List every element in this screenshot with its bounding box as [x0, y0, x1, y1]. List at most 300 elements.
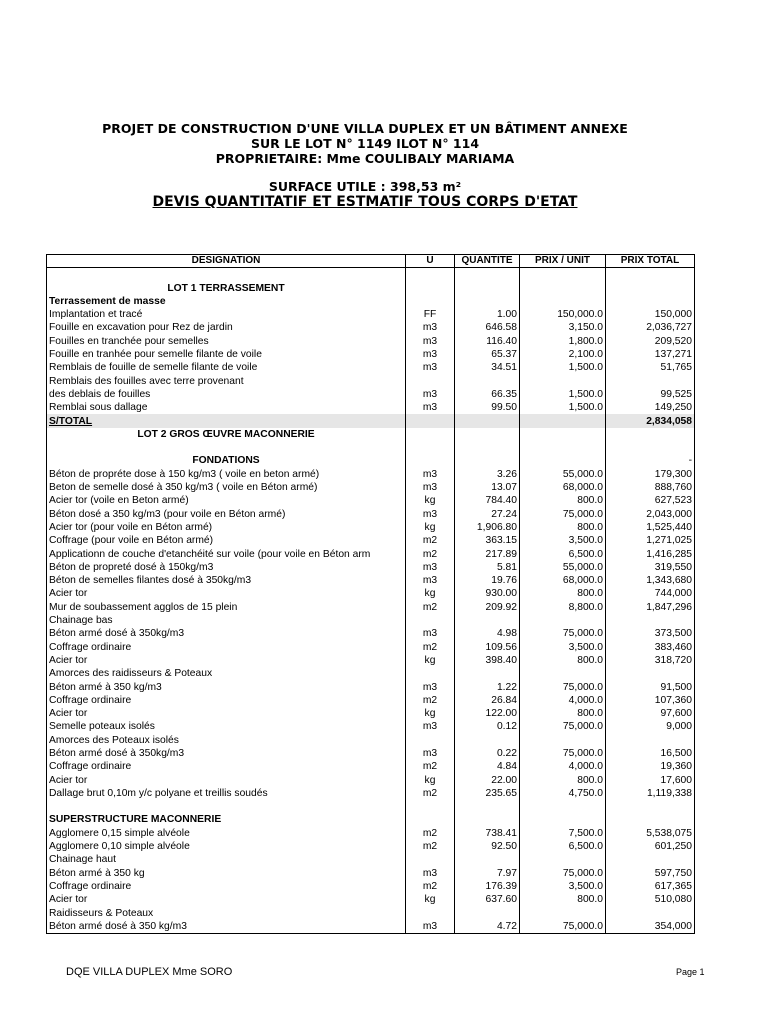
total-price-cell: [606, 268, 695, 282]
unit-cell: m3: [406, 627, 455, 640]
quantity-cell: [455, 800, 520, 813]
table-row: [47, 747, 695, 760]
unit-price-cell: 75,000.0: [520, 866, 606, 879]
table-row: [47, 906, 695, 919]
designation-cell: Acier tor: [47, 773, 406, 786]
designation-cell: Acier tor: [47, 587, 406, 600]
total-price-cell: [606, 441, 695, 454]
designation-cell: Béton dosé a 350 kg/m3 (pour voile en Béton armé): [47, 507, 406, 520]
total-price-cell: [606, 906, 695, 919]
quantity-cell: 4.72: [455, 920, 520, 934]
unit-cell: [406, 414, 455, 427]
unit-price-cell: [520, 614, 606, 627]
unit-cell: [406, 733, 455, 746]
total-price-cell: [606, 281, 695, 294]
unit-price-cell: 800.0: [520, 707, 606, 720]
total-price-cell: 1,525,440: [606, 521, 695, 534]
unit-cell: m3: [406, 401, 455, 414]
table-row: [47, 574, 695, 587]
quantity-estimate-table: [46, 254, 695, 934]
unit-price-cell: [520, 441, 606, 454]
table-row: [47, 268, 695, 282]
quantity-cell: [455, 414, 520, 427]
table-row: [47, 826, 695, 839]
table-row: [47, 627, 695, 640]
unit-cell: kg: [406, 587, 455, 600]
quantity-cell: 5.81: [455, 561, 520, 574]
total-price-cell: 2,043,000: [606, 507, 695, 520]
table-row: [47, 494, 695, 507]
designation-cell: des deblais de fouilles: [47, 388, 406, 401]
unit-price-cell: 7,500.0: [520, 826, 606, 839]
total-price-cell: 149,250: [606, 401, 695, 414]
quantity-cell: 116.40: [455, 334, 520, 347]
quantity-cell: 176.39: [455, 880, 520, 893]
designation-cell: Béton armé à 350 kg: [47, 866, 406, 879]
lot-heading-row: [47, 281, 695, 294]
quantity-cell: 637.60: [455, 893, 520, 906]
unit-price-cell: [520, 374, 606, 387]
quantity-cell: 22.00: [455, 773, 520, 786]
total-price-cell: [606, 853, 695, 866]
quantity-cell: 4.84: [455, 760, 520, 773]
unit-cell: m2: [406, 534, 455, 547]
unit-cell: m3: [406, 720, 455, 733]
unit-cell: m3: [406, 574, 455, 587]
quantity-cell: 65.37: [455, 348, 520, 361]
unit-price-cell: 6,500.0: [520, 840, 606, 853]
quantity-cell: [455, 853, 520, 866]
unit-cell: m3: [406, 561, 455, 574]
designation-cell: SUPERSTRUCTURE MACONNERIE: [47, 813, 406, 826]
unit-cell: [406, 813, 455, 826]
unit-cell: kg: [406, 521, 455, 534]
designation-cell: Fouille en excavation pour Rez de jardin: [47, 321, 406, 334]
total-price-cell: 627,523: [606, 494, 695, 507]
quantity-cell: 66.35: [455, 388, 520, 401]
unit-price-cell: 3,150.0: [520, 321, 606, 334]
unit-price-cell: [520, 800, 606, 813]
designation-cell: Dallage brut 0,10m y/c polyane et treillis soudés: [47, 787, 406, 800]
unit-cell: [406, 374, 455, 387]
quantity-cell: 209.92: [455, 600, 520, 613]
total-price-cell: 91,500: [606, 680, 695, 693]
table-row: [47, 361, 695, 374]
designation-cell: [47, 800, 406, 813]
total-price-cell: [606, 667, 695, 680]
designation-cell: Raidisseurs & Poteaux: [47, 906, 406, 919]
designation-cell: Acier tor (pour voile en Béton armé): [47, 521, 406, 534]
unit-cell: m2: [406, 826, 455, 839]
quantity-cell: 784.40: [455, 494, 520, 507]
unit-cell: kg: [406, 494, 455, 507]
unit-price-cell: 800.0: [520, 494, 606, 507]
unit-price-cell: 150,000.0: [520, 308, 606, 321]
designation-cell: Coffrage ordinaire: [47, 880, 406, 893]
total-price-cell: 597,750: [606, 866, 695, 879]
designation-cell: [47, 441, 406, 454]
table-row: [47, 308, 695, 321]
lot-heading-row: [47, 428, 695, 441]
project-title-line1: PROJET DE CONSTRUCTION D'UNE VILLA DUPLEX ET UN BÂTIMENT ANNEXE: [102, 121, 628, 136]
designation-cell: Applicationn de couche d'etanchéité sur voile (pour voile en Béton arm: [47, 547, 406, 560]
designation-cell: Béton armé à 350 kg/m3: [47, 680, 406, 693]
designation-cell: LOT 2 GROS ŒUVRE MACONNERIE: [47, 428, 406, 441]
quantity-cell: 217.89: [455, 547, 520, 560]
table-row: [47, 866, 695, 879]
quantity-cell: [455, 281, 520, 294]
total-price-cell: 354,000: [606, 920, 695, 934]
unit-price-cell: [520, 454, 606, 467]
quantity-cell: [455, 813, 520, 826]
table-row: [47, 467, 695, 480]
section-heading-row: [47, 813, 695, 826]
unit-price-cell: 2,100.0: [520, 348, 606, 361]
quantity-cell: [455, 733, 520, 746]
quantity-cell: 738.41: [455, 826, 520, 839]
unit-cell: m3: [406, 680, 455, 693]
designation-cell: Implantation et tracé: [47, 308, 406, 321]
unit-price-cell: 1,500.0: [520, 388, 606, 401]
unit-price-cell: 75,000.0: [520, 720, 606, 733]
total-price-cell: 617,365: [606, 880, 695, 893]
designation-cell: Fouille en tranhée pour semelle filante de voile: [47, 348, 406, 361]
unit-price-cell: 55,000.0: [520, 467, 606, 480]
unit-price-cell: 800.0: [520, 654, 606, 667]
subtotal-row: [47, 414, 695, 427]
unit-cell: m2: [406, 600, 455, 613]
quantity-cell: [455, 268, 520, 282]
unit-cell: m3: [406, 866, 455, 879]
unit-price-cell: 800.0: [520, 773, 606, 786]
unit-cell: m3: [406, 481, 455, 494]
unit-price-cell: 1,800.0: [520, 334, 606, 347]
unit-cell: m3: [406, 348, 455, 361]
table-row: [47, 561, 695, 574]
table-row: [47, 840, 695, 853]
total-price-cell: 16,500: [606, 747, 695, 760]
designation-cell: Acier tor: [47, 707, 406, 720]
table-row: [47, 707, 695, 720]
unit-price-cell: 75,000.0: [520, 680, 606, 693]
unit-cell: m2: [406, 760, 455, 773]
table-row: [47, 441, 695, 454]
table-row: [47, 720, 695, 733]
unit-cell: m2: [406, 640, 455, 653]
total-price-cell: 5,538,075: [606, 826, 695, 839]
table-row: [47, 547, 695, 560]
quantity-cell: [455, 441, 520, 454]
unit-price-cell: [520, 428, 606, 441]
quantity-cell: 19.76: [455, 574, 520, 587]
quantity-cell: 646.58: [455, 321, 520, 334]
table-row: [47, 507, 695, 520]
col-total-price: PRIX TOTAL: [606, 255, 695, 268]
total-price-cell: [606, 428, 695, 441]
table-row: [47, 481, 695, 494]
quantity-cell: 3.26: [455, 467, 520, 480]
quantity-cell: 1,906.80: [455, 521, 520, 534]
designation-cell: Fouilles en tranchée pour semelles: [47, 334, 406, 347]
quantity-cell: 1.22: [455, 680, 520, 693]
total-price-cell: 744,000: [606, 587, 695, 600]
designation-cell: Coffrage ordinaire: [47, 640, 406, 653]
unit-cell: [406, 428, 455, 441]
total-price-cell: 179,300: [606, 467, 695, 480]
total-price-cell: 510,080: [606, 893, 695, 906]
unit-cell: m2: [406, 787, 455, 800]
total-price-cell: [606, 295, 695, 308]
designation-cell: Mur de soubassement agglos de 15 plein: [47, 600, 406, 613]
unit-price-cell: [520, 906, 606, 919]
total-price-cell: 2,834,058: [606, 414, 695, 427]
unit-price-cell: [520, 733, 606, 746]
total-price-cell: 150,000: [606, 308, 695, 321]
unit-cell: [406, 268, 455, 282]
designation-cell: Agglomere 0,10 simple alvéole: [47, 840, 406, 853]
designation-cell: Remblais des fouilles avec terre provenant: [47, 374, 406, 387]
quantity-cell: [455, 374, 520, 387]
unit-price-cell: 1,500.0: [520, 361, 606, 374]
total-price-cell: [606, 374, 695, 387]
designation-cell: Remblais de fouille de semelle filante de voile: [47, 361, 406, 374]
designation-cell: Semelle poteaux isolés: [47, 720, 406, 733]
unit-cell: m2: [406, 880, 455, 893]
designation-cell: FONDATIONS: [47, 454, 406, 467]
table-header-row: [47, 255, 695, 268]
total-price-cell: 9,000: [606, 720, 695, 733]
unit-price-cell: 6,500.0: [520, 547, 606, 560]
quantity-cell: 13.07: [455, 481, 520, 494]
quantity-cell: 26.84: [455, 694, 520, 707]
surface-line: SURFACE UTILE : 398,53 m²: [268, 179, 462, 194]
unit-price-cell: 8,800.0: [520, 600, 606, 613]
total-price-cell: 319,550: [606, 561, 695, 574]
table-row: [47, 667, 695, 680]
quantity-cell: [455, 295, 520, 308]
unit-cell: FF: [406, 308, 455, 321]
quantity-cell: 0.22: [455, 747, 520, 760]
designation-cell: Chainage haut: [47, 853, 406, 866]
owner-line: PROPRIETAIRE: Mme COULIBALY MARIAMA: [215, 151, 515, 166]
total-price-cell: 318,720: [606, 654, 695, 667]
designation-cell: Amorces des raidisseurs & Poteaux: [47, 667, 406, 680]
unit-price-cell: 800.0: [520, 893, 606, 906]
designation-cell: Amorces des Poteaux isolés: [47, 733, 406, 746]
unit-price-cell: [520, 667, 606, 680]
quantity-cell: 398.40: [455, 654, 520, 667]
quantity-cell: 235.65: [455, 787, 520, 800]
designation-cell: Béton armé dosé à 350kg/m3: [47, 627, 406, 640]
total-price-cell: 209,520: [606, 334, 695, 347]
unit-cell: m3: [406, 388, 455, 401]
table-row: [47, 614, 695, 627]
unit-cell: m2: [406, 694, 455, 707]
unit-price-cell: 55,000.0: [520, 561, 606, 574]
unit-price-cell: [520, 295, 606, 308]
total-price-cell: -: [606, 454, 695, 467]
table-row: [47, 733, 695, 746]
quantity-cell: [455, 428, 520, 441]
total-price-cell: 1,271,025: [606, 534, 695, 547]
total-price-cell: [606, 733, 695, 746]
designation-cell: Béton armé dosé à 350 kg/m3: [47, 920, 406, 934]
quantity-cell: 34.51: [455, 361, 520, 374]
unit-cell: [406, 614, 455, 627]
total-price-cell: 17,600: [606, 773, 695, 786]
unit-cell: m3: [406, 334, 455, 347]
table-row: [47, 600, 695, 613]
total-price-cell: 373,500: [606, 627, 695, 640]
unit-price-cell: 4,750.0: [520, 787, 606, 800]
table-row: [47, 654, 695, 667]
unit-cell: m3: [406, 747, 455, 760]
designation-cell: Béton de propreté dosé à 150kg/m3: [47, 561, 406, 574]
unit-cell: kg: [406, 893, 455, 906]
total-price-cell: 99,525: [606, 388, 695, 401]
total-price-cell: 1,416,285: [606, 547, 695, 560]
unit-cell: [406, 853, 455, 866]
unit-price-cell: [520, 281, 606, 294]
unit-cell: m3: [406, 507, 455, 520]
designation-cell: Béton de semelles filantes dosé à 350kg/m3: [47, 574, 406, 587]
footer-doc-name: DQE VILLA DUPLEX Mme SORO: [66, 966, 233, 978]
designation-cell: Acier tor: [47, 893, 406, 906]
unit-price-cell: [520, 853, 606, 866]
quantity-cell: 109.56: [455, 640, 520, 653]
table-row: [47, 760, 695, 773]
unit-price-cell: 3,500.0: [520, 880, 606, 893]
unit-cell: m3: [406, 361, 455, 374]
table-row: [47, 880, 695, 893]
total-price-cell: 137,271: [606, 348, 695, 361]
table-row: [47, 587, 695, 600]
table-row: [47, 348, 695, 361]
total-price-cell: 888,760: [606, 481, 695, 494]
quantity-cell: 4.98: [455, 627, 520, 640]
unit-price-cell: 75,000.0: [520, 920, 606, 934]
total-price-cell: 51,765: [606, 361, 695, 374]
table-row: [47, 388, 695, 401]
unit-cell: [406, 281, 455, 294]
designation-cell: Acier tor: [47, 654, 406, 667]
quantity-cell: 7.97: [455, 866, 520, 879]
table-row: [47, 334, 695, 347]
col-quantity: QUANTITE: [455, 255, 520, 268]
designation-cell: S/TOTAL: [47, 414, 406, 427]
table-row: [47, 374, 695, 387]
quantity-cell: [455, 614, 520, 627]
total-price-cell: 1,343,680: [606, 574, 695, 587]
designation-cell: Agglomere 0,15 simple alvéole: [47, 826, 406, 839]
designation-cell: Coffrage ordinaire: [47, 760, 406, 773]
table-row: [47, 800, 695, 813]
unit-cell: [406, 441, 455, 454]
unit-cell: m2: [406, 547, 455, 560]
unit-price-cell: 75,000.0: [520, 627, 606, 640]
col-unit-price: PRIX / UNIT: [520, 255, 606, 268]
total-price-cell: 601,250: [606, 840, 695, 853]
designation-cell: Terrassement de masse: [47, 295, 406, 308]
unit-cell: m3: [406, 321, 455, 334]
unit-price-cell: 800.0: [520, 587, 606, 600]
total-price-cell: 19,360: [606, 760, 695, 773]
total-price-cell: [606, 614, 695, 627]
unit-price-cell: 1,500.0: [520, 401, 606, 414]
col-designation: DESIGNATION: [47, 255, 406, 268]
lot-heading-row: [47, 454, 695, 467]
project-title-line2: SUR LE LOT N° 1149 ILOT N° 114: [250, 136, 480, 151]
designation-cell: Béton armé dosé à 350kg/m3: [47, 747, 406, 760]
unit-cell: m2: [406, 840, 455, 853]
total-price-cell: 2,036,727: [606, 321, 695, 334]
table-row: [47, 787, 695, 800]
unit-price-cell: 3,500.0: [520, 640, 606, 653]
table-row: [47, 680, 695, 693]
table-row: [47, 893, 695, 906]
table-row: [47, 853, 695, 866]
section-heading-row: [47, 295, 695, 308]
table-row: [47, 920, 695, 934]
designation-cell: Béton de propréte dose à 150 kg/m3 ( voile en beton armé): [47, 467, 406, 480]
col-unit: U: [406, 255, 455, 268]
designation-cell: Acier tor (voile en Beton armé): [47, 494, 406, 507]
table-row: [47, 694, 695, 707]
total-price-cell: 1,847,296: [606, 600, 695, 613]
unit-cell: [406, 295, 455, 308]
document-title: DEVIS QUANTITATIF ET ESTMATIF TOUS CORPS D'ETAT: [152, 194, 578, 210]
unit-cell: [406, 800, 455, 813]
table-row: [47, 521, 695, 534]
unit-cell: [406, 906, 455, 919]
unit-cell: m3: [406, 467, 455, 480]
total-price-cell: [606, 813, 695, 826]
unit-price-cell: 4,000.0: [520, 760, 606, 773]
table-row: [47, 321, 695, 334]
designation-cell: Chainage bas: [47, 614, 406, 627]
quantity-cell: [455, 906, 520, 919]
unit-cell: [406, 667, 455, 680]
unit-price-cell: 3,500.0: [520, 534, 606, 547]
table-row: [47, 640, 695, 653]
quantity-cell: 930.00: [455, 587, 520, 600]
unit-cell: kg: [406, 654, 455, 667]
unit-price-cell: 800.0: [520, 521, 606, 534]
designation-cell: Remblai sous dallage: [47, 401, 406, 414]
unit-price-cell: [520, 414, 606, 427]
unit-price-cell: 68,000.0: [520, 574, 606, 587]
footer-page-number: Page 1: [676, 967, 705, 977]
unit-cell: m3: [406, 920, 455, 934]
quantity-cell: 99.50: [455, 401, 520, 414]
unit-price-cell: [520, 813, 606, 826]
unit-price-cell: 68,000.0: [520, 481, 606, 494]
unit-price-cell: 75,000.0: [520, 507, 606, 520]
unit-cell: kg: [406, 773, 455, 786]
total-price-cell: 107,360: [606, 694, 695, 707]
table-row: [47, 773, 695, 786]
total-price-cell: 383,460: [606, 640, 695, 653]
quantity-cell: 1.00: [455, 308, 520, 321]
total-price-cell: [606, 800, 695, 813]
unit-price-cell: 4,000.0: [520, 694, 606, 707]
designation-cell: LOT 1 TERRASSEMENT: [47, 281, 406, 294]
designation-cell: Beton de semelle dosé à 350 kg/m3 ( voile en Béton armé): [47, 481, 406, 494]
quantity-cell: 363.15: [455, 534, 520, 547]
unit-cell: [406, 454, 455, 467]
table-row: [47, 534, 695, 547]
designation-cell: Coffrage ordinaire: [47, 694, 406, 707]
